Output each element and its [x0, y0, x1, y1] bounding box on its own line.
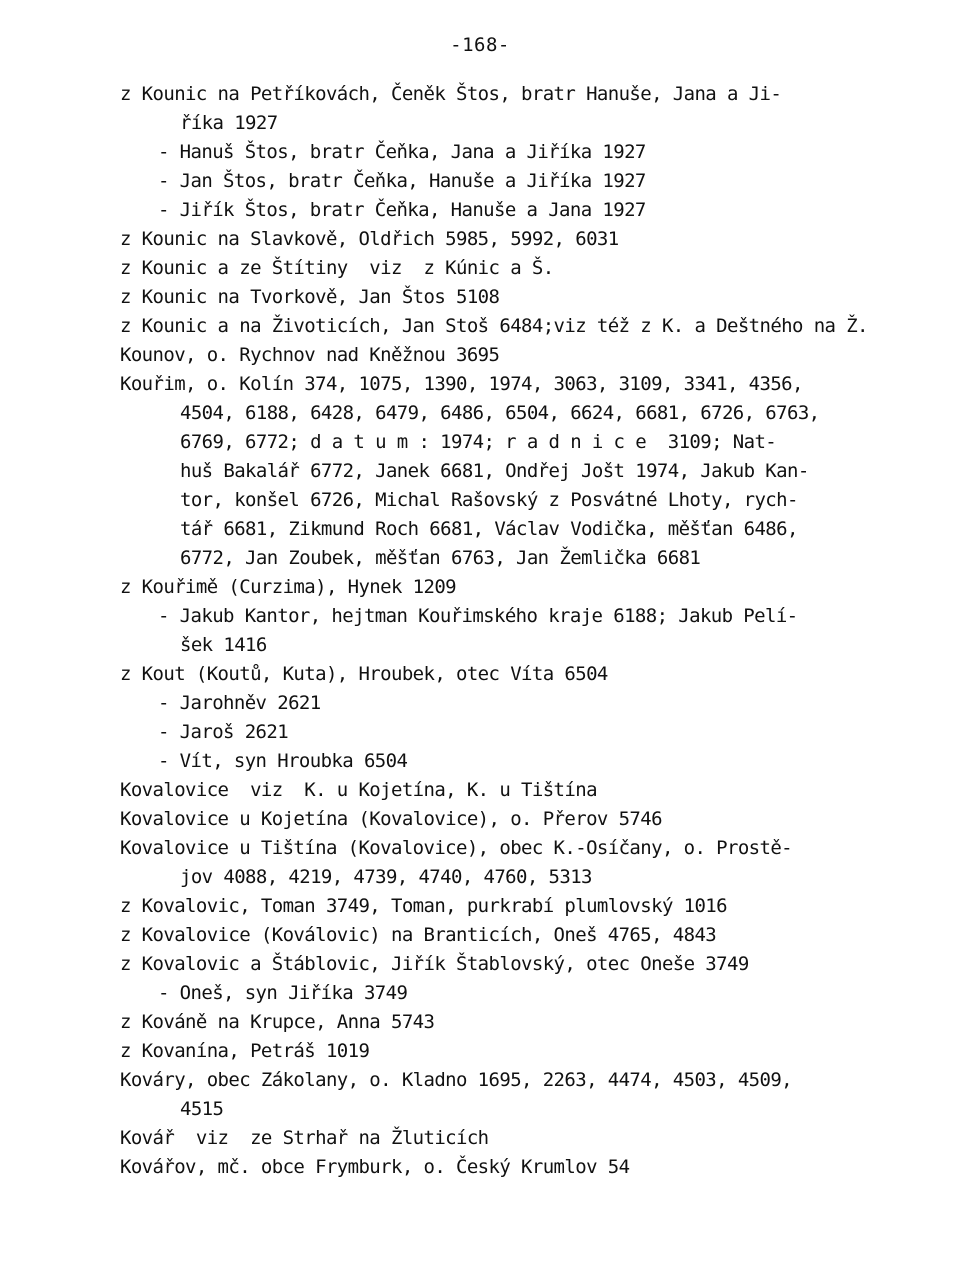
index-entry-continuation: šek 1416	[180, 634, 267, 656]
index-entry: z Kováně na Krupce, Anna 5743	[120, 1011, 435, 1033]
index-entry-continuation: říka 1927	[180, 112, 278, 134]
index-entry: z Kovalovic a Štáblovic, Jiřík Štablovský, otec Oneše 3749	[120, 953, 749, 975]
index-entry: Kovář viz ze Strhař na Žluticích	[120, 1127, 489, 1149]
index-entry-continuation: - Jan Štos, bratr Čeňka, Hanuše a Jiříka 1927	[158, 170, 646, 192]
index-entry: z Kounic na Slavkově, Oldřich 5985, 5992, 6031	[120, 228, 619, 250]
index-entry-continuation: tor, konšel 6726, Michal Rašovský z Posvátné Lhoty, rych-	[180, 489, 798, 511]
index-entry: z Kovalovice (Koválovic) na Branticích, Oneš 4765, 4843	[120, 924, 717, 946]
index-entry-continuation: 4504, 6188, 6428, 6479, 6486, 6504, 6624, 6681, 6726, 6763,	[180, 402, 820, 424]
index-entry-continuation: 4515	[180, 1098, 224, 1120]
index-entry-continuation: - Jiřík Štos, bratr Čeňka, Hanuše a Jana 1927	[158, 199, 646, 221]
index-entry: z Kovanína, Petráš 1019	[120, 1040, 370, 1062]
index-entry: Kounov, o. Rychnov nad Kněžnou 3695	[120, 344, 500, 366]
index-entry: z Kouřimě (Curzima), Hynek 1209	[120, 576, 457, 598]
index-entry-continuation: - Vít, syn Hroubka 6504	[158, 750, 408, 772]
index-entry-continuation: - Oneš, syn Jiříka 3749	[158, 982, 408, 1004]
index-entry: z Kounic na Petříkovách, Čeněk Štos, bratr Hanuše, Jana a Ji-	[120, 83, 782, 105]
index-entry-continuation: tář 6681, Zikmund Roch 6681, Václav Vodička, měšťan 6486,	[180, 518, 798, 540]
index-entry-continuation: - Jakub Kantor, hejtman Kouřimského kraje 6188; Jakub Pelí-	[158, 605, 798, 627]
index-entry: Kováry, obec Zákolany, o. Kladno 1695, 2263, 4474, 4503, 4509,	[120, 1069, 793, 1091]
index-entry-continuation: 6769, 6772; d a t u m : 1974; r a d n i c e 3109; Nat-	[180, 431, 777, 453]
index-entry: Kovalovice u Kojetína (Kovalovice), o. Přerov 5746	[120, 808, 662, 830]
index-entry: Kovalovice viz K. u Kojetína, K. u Tištína	[120, 779, 597, 801]
index-entry: z Kout (Koutů, Kuta), Hroubek, otec Víta 6504	[120, 663, 608, 685]
index-entry-continuation: - Hanuš Štos, bratr Čeňka, Jana a Jiříka 1927	[158, 141, 646, 163]
index-entries	[120, 80, 940, 1182]
index-entry-continuation: - Jaroš 2621	[158, 721, 289, 743]
index-entry-continuation: - Jarohněv 2621	[158, 692, 321, 714]
index-entry: Kouřim, o. Kolín 374, 1075, 1390, 1974, 3063, 3109, 3341, 4356,	[120, 373, 803, 395]
index-entry: Kovalovice u Tištína (Kovalovice), obec K.-Osíčany, o. Prostě-	[120, 837, 793, 859]
index-entry: z Kounic na Tvorkově, Jan Štos 5108	[120, 286, 500, 308]
index-entry-continuation: jov 4088, 4219, 4739, 4740, 4760, 5313	[180, 866, 592, 888]
index-entry: Kovářov, mč. obce Frymburk, o. Český Krumlov 54	[120, 1156, 630, 1178]
index-entry: z Kounic a ze Štítiny viz z Kúnic a Š.	[120, 257, 554, 279]
index-entry: z Kovalovic, Toman 3749, Toman, purkrabí plumlovský 1016	[120, 895, 727, 917]
index-entry: z Kounic a na Životicích, Jan Stoš 6484;viz též z K. a Deštného na Ž.	[120, 315, 868, 337]
index-entry-continuation: 6772, Jan Zoubek, měšťan 6763, Jan Žemlička 6681	[180, 547, 701, 569]
index-entry-continuation: huš Bakalář 6772, Janek 6681, Ondřej Jošt 1974, Jakub Kan-	[180, 460, 809, 482]
page-number: -168-	[450, 34, 510, 56]
